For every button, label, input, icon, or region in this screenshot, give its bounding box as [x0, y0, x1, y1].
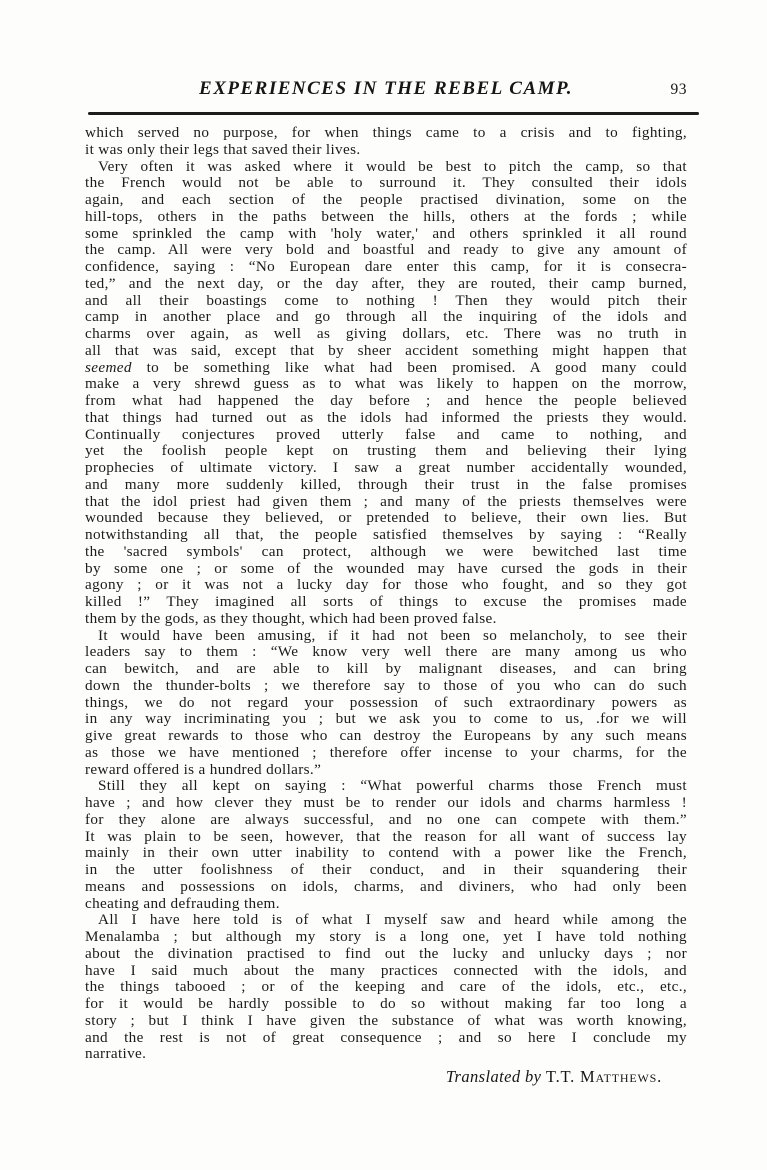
text-line: again, and each section of the people practised divination, some on the [85, 191, 687, 208]
running-head [85, 78, 687, 104]
text-line: some sprinkled the camp with 'holy water,' and others sprinkled it all round [85, 224, 687, 242]
text-line: give great rewards to those who can destroy the Europeans by any such means [85, 727, 687, 744]
text-line: about the divination practised to find out the lucky and unlucky days ; nor [85, 944, 687, 962]
text-line: it was only their legs that saved their lives. [85, 140, 361, 158]
header-rule [88, 112, 699, 115]
text-line: agony ; or it was not a lucky day for those who fought, and so they got [85, 576, 687, 594]
text-line: notwithstanding all that, the people satisfied themselves by saying : “Really [85, 526, 687, 543]
text-line [85, 360, 687, 377]
text-line: by some one ; or some of the wounded may have cursed the gods in their [85, 559, 687, 577]
text-line: Continually conjectures proved utterly false and came to nothing, and [85, 425, 687, 443]
page-number: 93 [670, 81, 687, 98]
text-line: can bewitch, and are able to kill by malignant diseases, and can bring [85, 660, 687, 677]
text-line: the French would not be able to surround it. They consulted their idols [85, 174, 687, 192]
text-line: means and possessions on idols, charms, and diviners, who had only been [85, 877, 687, 895]
text-line: in the utter foolishness of their conduct, and in their squandering their [85, 861, 687, 878]
text-line: down the thunder-bolts ; we therefore say to those of you who can do such [85, 676, 687, 694]
text-line: have I said much about the many practices connected with the idols, and [85, 961, 687, 979]
text-line: Very often it was asked where it would be best to pitch the camp, so that [98, 157, 687, 175]
text-segment: to be something like what had been promised. A good many could [131, 358, 687, 376]
text-line: Still they all kept on saying : “What powerful charms those French must [98, 777, 687, 795]
text-line: for they alone are always successful, and no one can compete with them.” [85, 810, 687, 828]
text-line: story ; but I think I have given the substance of what was worth knowing, [85, 1011, 687, 1029]
text-line: It would have been amusing, if it had not been so melancholy, to see their [98, 626, 687, 644]
text-line: yet the foolish people kept on trusting them and believing their lying [85, 442, 687, 460]
text-line: that the idol priest had given them ; and many of the priests themselves were [85, 492, 687, 510]
text-line: from what had happened the day before ; and hence the people believed [85, 392, 687, 409]
text-line: and all their boastings come to nothing ! Then they would pitch their [85, 291, 687, 309]
text-line: have ; and how clever they must be to render our idols and charms harmless ! [85, 794, 687, 811]
text-line: ted,” and the next day, or the day after, they are routed, their camp burned, [85, 274, 687, 292]
text-line: all that was said, except that by sheer accident something might happen that [85, 341, 687, 359]
text-line: mainly in their own utter inability to contend with a power like the French, [85, 844, 687, 862]
text-line: reward offered is a hundred dollars.” [85, 760, 322, 778]
text-line: the things tabooed ; or of the keeping and care of the idols, etc., etc., [85, 978, 687, 996]
text-line: and the rest is not of great consequence ; and so here I conclude my [85, 1028, 687, 1046]
text-line: prophecies of ultimate victory. I saw a great number accidentally wounded, [85, 459, 687, 476]
translated-by-text: Translated by [445, 1067, 546, 1086]
italic-text: seemed [85, 358, 132, 376]
text-line: as those we have mentioned ; therefore offer incense to your charms, for the [85, 743, 687, 761]
text-line: hill-tops, others in the paths between the hills, others at the fords ; while [85, 207, 687, 225]
page-body [85, 125, 687, 1086]
text-line: that things had turned out as the idols had informed the priests they would. [85, 408, 687, 426]
text-line: narrative. [85, 1045, 147, 1063]
signature-line [85, 1069, 687, 1086]
text-line: killed !” They imagined all sorts of things to excuse the promises made [85, 593, 687, 610]
text-line: them by the gods, as they thought, which had been proved false. [85, 609, 497, 627]
text-line: charms over again, as well as giving dollars, etc. There was no truth in [85, 325, 687, 342]
text-line: It was plain to be seen, however, that the reason for all want of success lay [85, 827, 687, 845]
text-line: things, we do not regard your possession of such extraordinary powers as [85, 693, 687, 711]
text-line: camp in another place and go through all the inquiring of the idols and [85, 308, 687, 326]
text-line: in any way incriminating you ; but we ask you to come to us, .for we will [85, 710, 687, 728]
text-line: and many more suddenly killed, through their trust in the false promises [85, 475, 687, 493]
text-line: Menalamba ; but although my story is a long one, yet I have told nothing [85, 928, 687, 945]
text-line: make a very shrewd guess as to what was likely to happen on the morrow, [85, 375, 687, 393]
text-line: which served no purpose, for when things came to a crisis and to fighting, [85, 124, 687, 141]
text-line: confidence, saying : “No European dare enter this camp, for it is consecra- [85, 258, 687, 275]
translator-name: T.T. Matthews. [545, 1067, 662, 1086]
text-line: the camp. All were very bold and boastful and ready to give any amount of [85, 241, 687, 259]
page-title: EXPERIENCES IN THE REBEL CAMP. [199, 78, 573, 99]
text-line: for it would be hardly possible to do so without making far too long a [85, 995, 687, 1012]
text-line: All I have here told is of what I myself saw and heard while among the [98, 911, 687, 929]
text-line: the 'sacred symbols' can protect, although we were bewitched last time [85, 542, 687, 560]
text-line: cheating and defrauding them. [85, 894, 280, 912]
text-line: leaders say to them : “We know very well there are many among us who [85, 643, 687, 661]
text-line: wounded because they believed, or pretended to believe, their own lies. But [85, 509, 687, 527]
